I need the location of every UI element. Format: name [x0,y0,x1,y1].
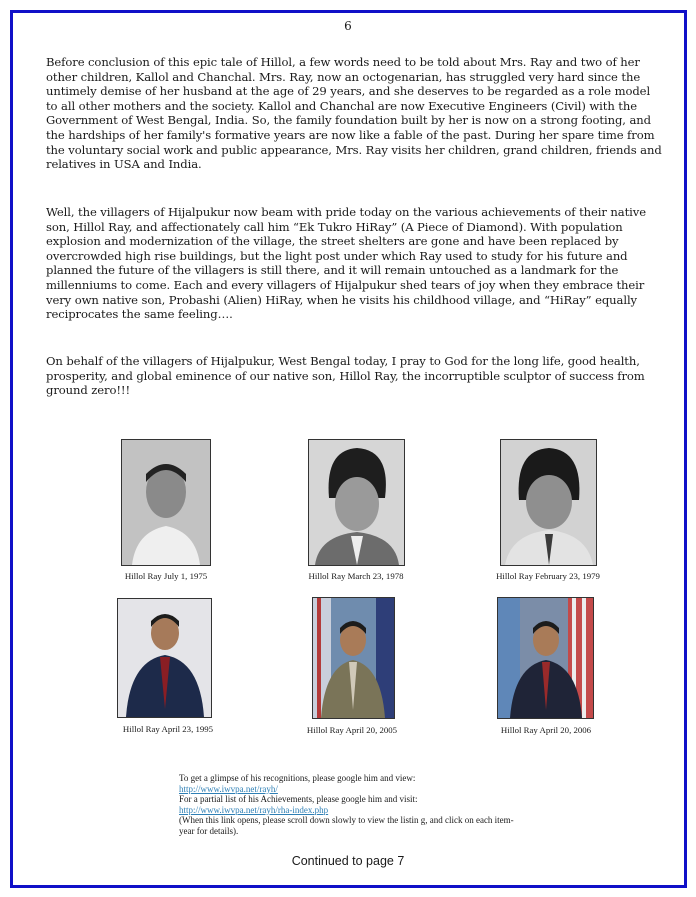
photo-1978 [308,439,405,566]
caption-1995: Hillol Ray April 23, 1995 [122,724,214,734]
portrait-2006-image [498,598,593,718]
portrait-1995-image [118,599,211,717]
caption-2006: Hillol Ray April 20, 2006 [500,725,592,735]
listing-note: (When this link opens, please scroll down slowly to view the listin g, and click on each item- year for details). [179,815,514,836]
paragraph-mrs-ray: Before conclusion of this epic tale of Hillol, a few words need to be told about Mrs. Ray and two of her other children, Kallol and Chanchal. Mrs. Ray, now an octogenarian, has struggled very hard since the untimely demise of her husband at the age of 29 years, and she deserves to be regarded as a role model to all other mothers and the society. Kallol and Chanchal are now Executive Engineers (Civil) with the Government of West Bengal, India. So, the family foundation built by her is now on a strong footing, and the hardships of her family's formative years are now like a fable of the past. During her spare time from the voluntary social work and public appearance, Mrs. Ray visits her children, grand children, friends and relatives in USA and India. [46,55,662,172]
caption-1979: Hillol Ray February 23, 1979 [496,571,600,581]
page-number: 6 [344,19,352,33]
caption-1975: Hillol Ray July 1, 1975 [124,571,208,581]
portrait-2005-image [313,598,394,718]
photo-2005 [312,597,395,719]
caption-2005: Hillol Ray April 20, 2005 [306,725,398,735]
portrait-1978-image [309,440,404,565]
paragraph-villagers-pride: Well, the villagers of Hijalpukur now beam with pride today on the various achievements of their native son, Hillol Ray, and affectionately call him “Ek Tukro HiRay” (A Piece of Diamond). With population explosion and modernization of the village, the street shelters are gone and have been replaced by overcrowded high rise buildings, but the light post under which Ray used to study for his future and planned the future of the villagers is still there, and it will remain untouched as a landmark for the millenniums to come. Each and every villagers of Hijalpukur shed tears of joy when they embrace their very own native son, Probashi (Alien) HiRay, when he visits his childhood village, and “HiRay” equally reciprocates the same feeling…. [46,205,646,322]
paragraph-closing-prayer: On behalf of the villagers of Hijalpukur, West Bengal today, I pray to God for the long life, good health, prosperity, and global eminence of our native son, Hillol Ray, the incorruptible sculptor of success from ground zero!!! [46,354,645,398]
caption-1978: Hillol Ray March 23, 1978 [308,571,404,581]
continued-note: Continued to page 7 [291,854,405,868]
recognition-links [179,773,519,836]
photo-1975 [121,439,211,566]
photo-1995 [117,598,212,718]
achievements-intro: For a partial list of his Achievements, please google him and visit: [179,794,418,804]
photo-1979 [500,439,597,566]
portrait-1979-image [501,440,596,565]
photo-2006 [497,597,594,719]
recognitions-intro: To get a glimpse of his recognitions, please google him and view: [179,773,416,783]
achievements-link[interactable]: http://www.iwvpa.net/rayh/rha-index.php [179,804,329,815]
recognitions-link[interactable]: http://www.iwvpa.net/rayh/ [179,783,278,794]
portrait-1975-image [122,440,210,565]
